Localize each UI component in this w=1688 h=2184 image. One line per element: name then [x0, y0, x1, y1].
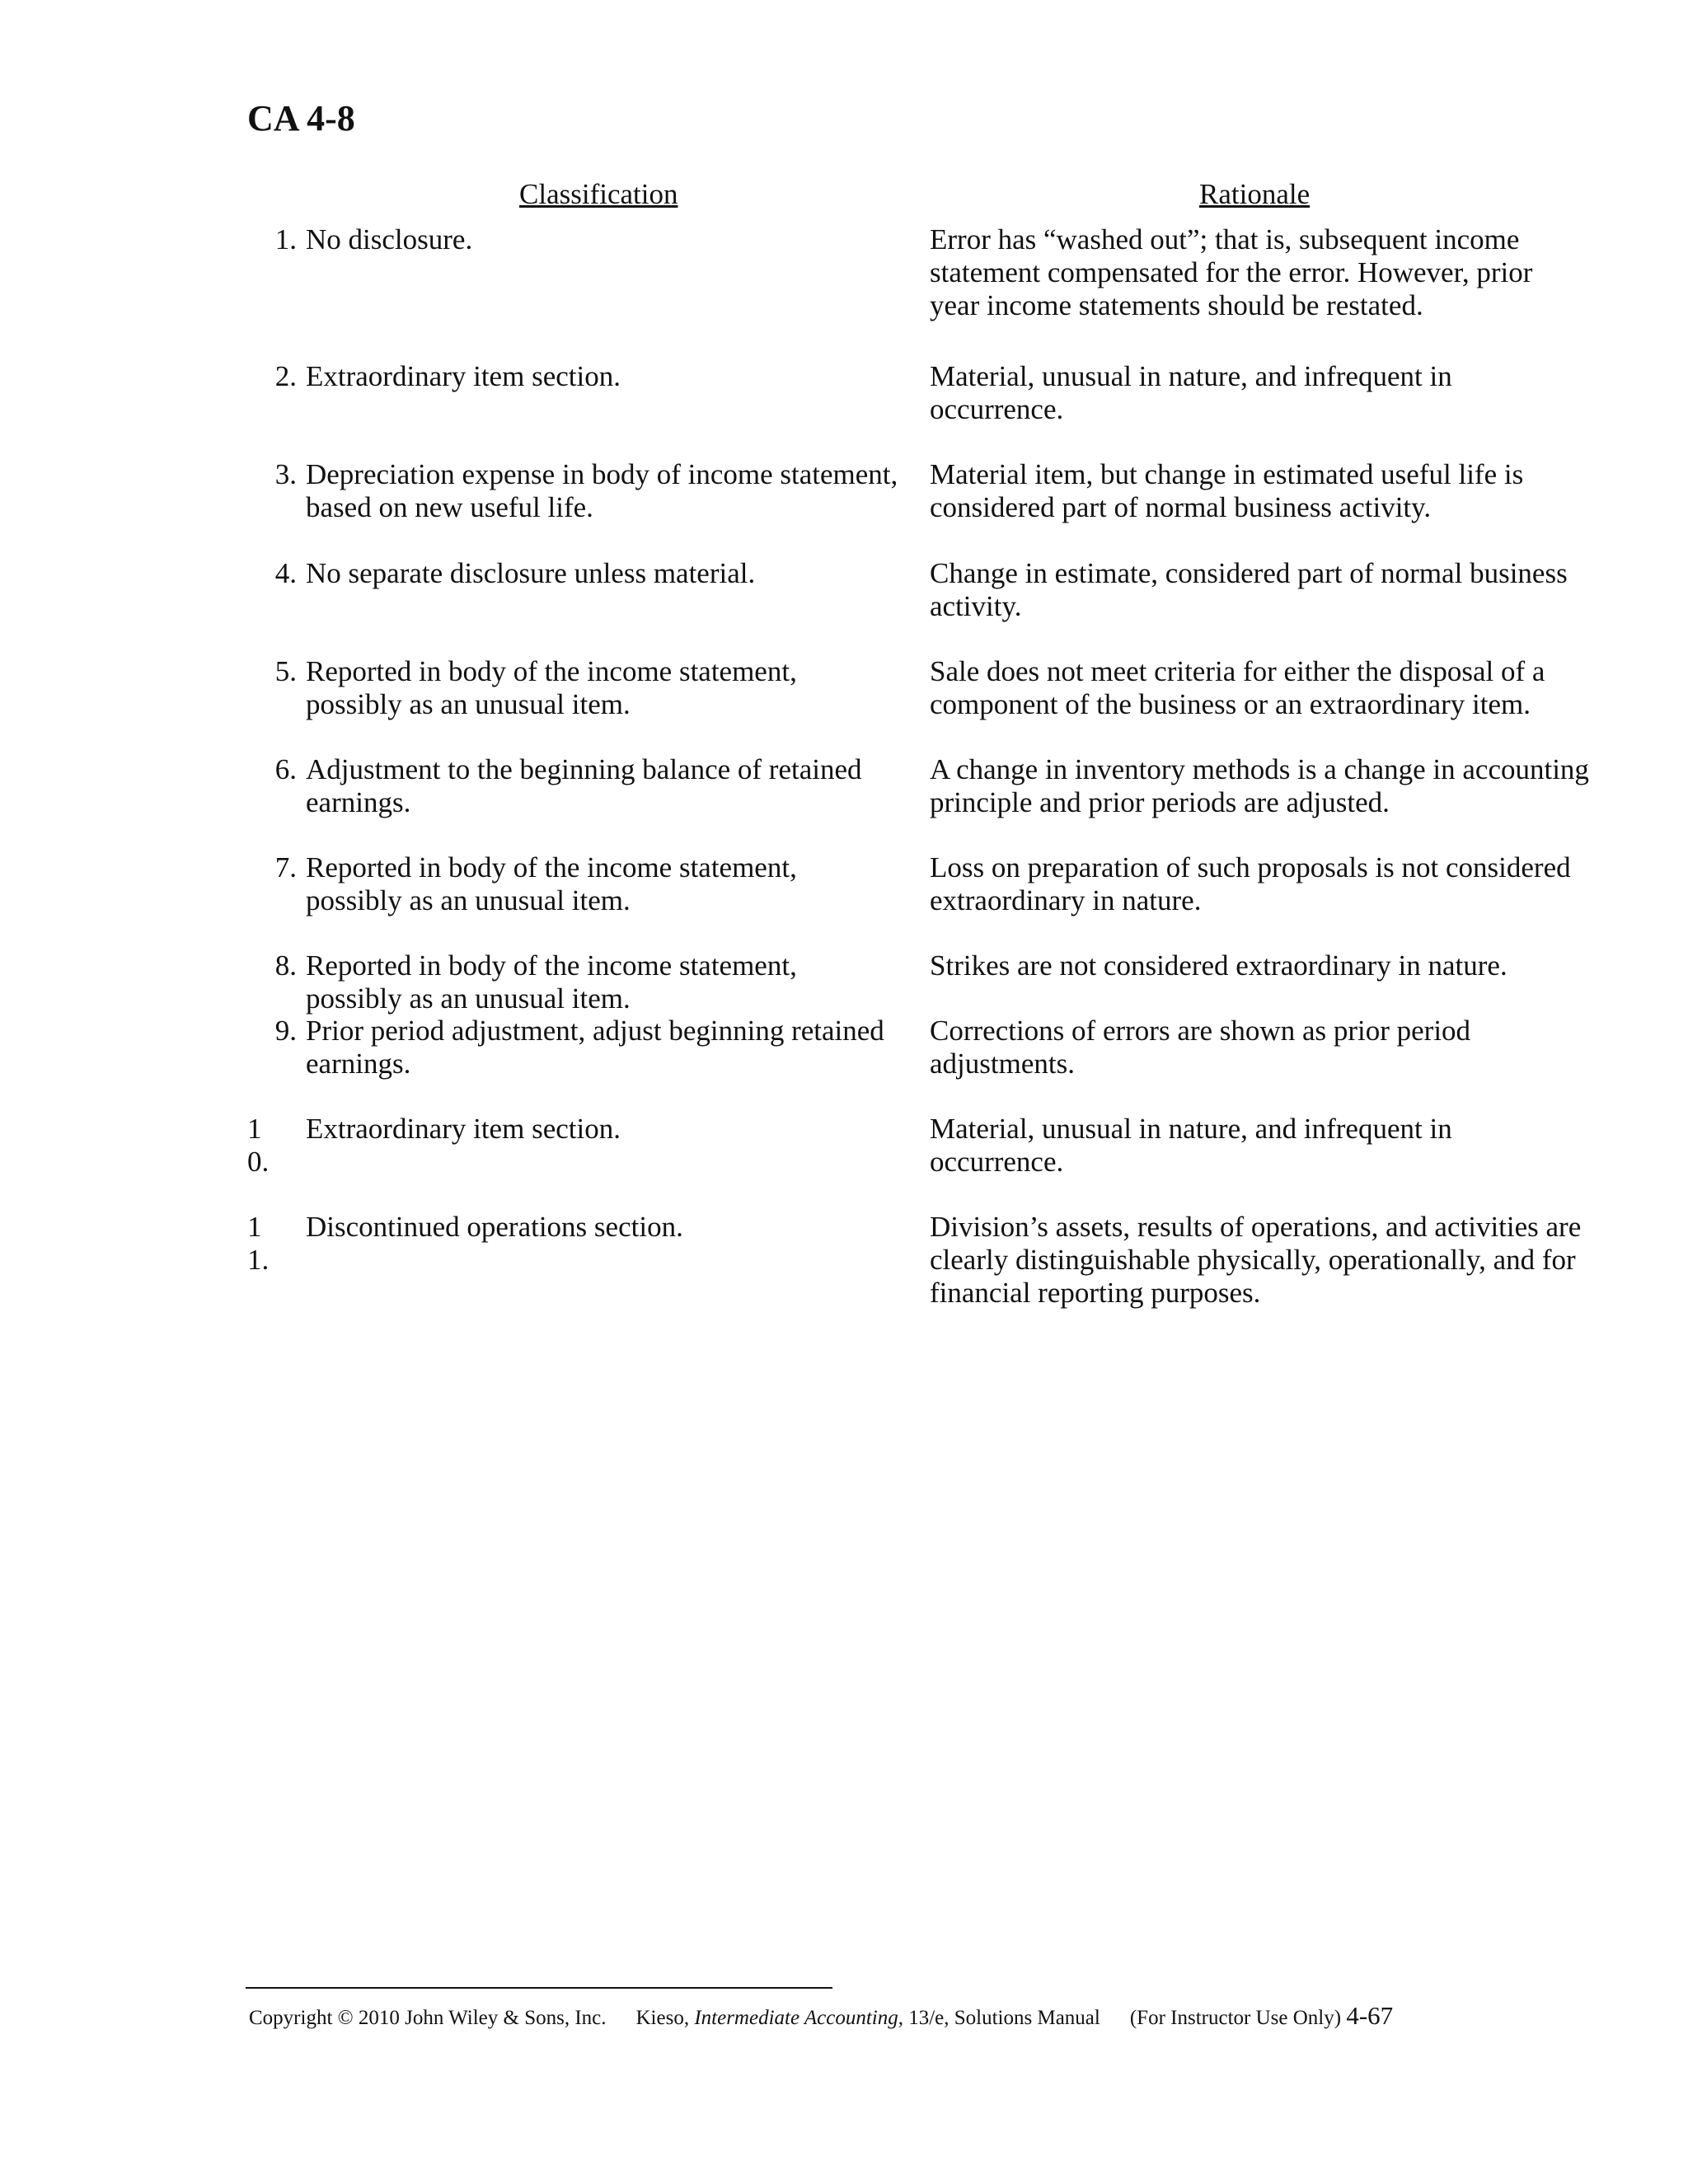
item-rationale: Division’s assets, results of operations, and activities are clearly distinguishable physically, operationally, and for financial reporting purposes.: [930, 1211, 1582, 1309]
item-rationale: Corrections of errors are shown as prior period adjustments.: [930, 1015, 1471, 1080]
footer-divider: [246, 1987, 832, 1989]
footer-book-author: Kieso,: [635, 2007, 695, 2029]
item-rationale: Sale does not meet criteria for either the disposal of a component of the business or an extraordinary item.: [930, 655, 1545, 720]
item-classification: Reported in body of the income statement, possibly as an unusual item.: [306, 655, 797, 720]
item-number: 7.: [274, 851, 297, 883]
item-classification: Extraordinary item section.: [306, 360, 621, 392]
item-number: 5.: [274, 655, 297, 687]
item-number: 2.: [274, 360, 297, 392]
page-number: 4-67: [1346, 2001, 1394, 2030]
item-rationale: Strikes are not considered extraordinary in nature.: [930, 949, 1507, 982]
item-classification: Reported in body of the income statement, possibly as an unusual item.: [306, 949, 797, 1015]
item-rationale: Material item, but change in estimated useful life is considered part of normal business activity.: [930, 458, 1524, 523]
page-footer: [249, 2001, 1393, 2031]
page-title: CA 4-8: [247, 98, 355, 138]
footer-copyright: Copyright © 2010 John Wiley & Sons, Inc.: [249, 2007, 607, 2029]
item-classification: No separate disclosure unless material.: [306, 557, 756, 589]
footer-use-note: (For Instructor Use Only): [1129, 2007, 1342, 2029]
classification-column-header: Classification: [519, 178, 678, 210]
item-number: 8.: [274, 949, 297, 982]
item-number: 3.: [274, 458, 297, 490]
item-rationale: Material, unusual in nature, and infrequent in occurrence.: [930, 360, 1452, 425]
rationale-column-header: Rationale: [1199, 178, 1311, 210]
item-number: 9.: [274, 1015, 297, 1047]
item-classification: Prior period adjustment, adjust beginning retained earnings.: [306, 1015, 884, 1080]
item-classification: Depreciation expense in body of income statement, based on new useful life.: [306, 458, 898, 523]
item-classification: Discontinued operations section.: [306, 1211, 683, 1243]
item-rationale: Material, unusual in nature, and infrequent in occurrence.: [930, 1113, 1452, 1178]
item-rationale: Loss on preparation of such proposals is not considered extraordinary in nature.: [930, 851, 1571, 916]
item-rationale: Change in estimate, considered part of normal business activity.: [930, 557, 1568, 622]
item-classification: Reported in body of the income statement, possibly as an unusual item.: [306, 851, 797, 916]
item-number: 4.: [274, 557, 297, 589]
item-number: 6.: [274, 753, 297, 785]
item-number: 10.: [247, 1113, 270, 1178]
item-rationale: Error has “washed out”; that is, subsequent income statement compensated for the error. However, prior year income statements should be restated.: [930, 223, 1533, 321]
item-number: 1.: [274, 223, 297, 255]
item-classification: No disclosure.: [306, 223, 473, 255]
item-classification: Extraordinary item section.: [306, 1113, 621, 1145]
item-rationale: A change in inventory methods is a change in accounting principle and prior periods are adjusted.: [930, 753, 1589, 818]
footer-book-edition: 13/e, Solutions Manual: [903, 2007, 1100, 2029]
item-number: 11.: [247, 1211, 270, 1276]
item-classification: Adjustment to the beginning balance of retained earnings.: [306, 753, 862, 818]
footer-book-title: Intermediate Accounting,: [694, 2007, 903, 2029]
